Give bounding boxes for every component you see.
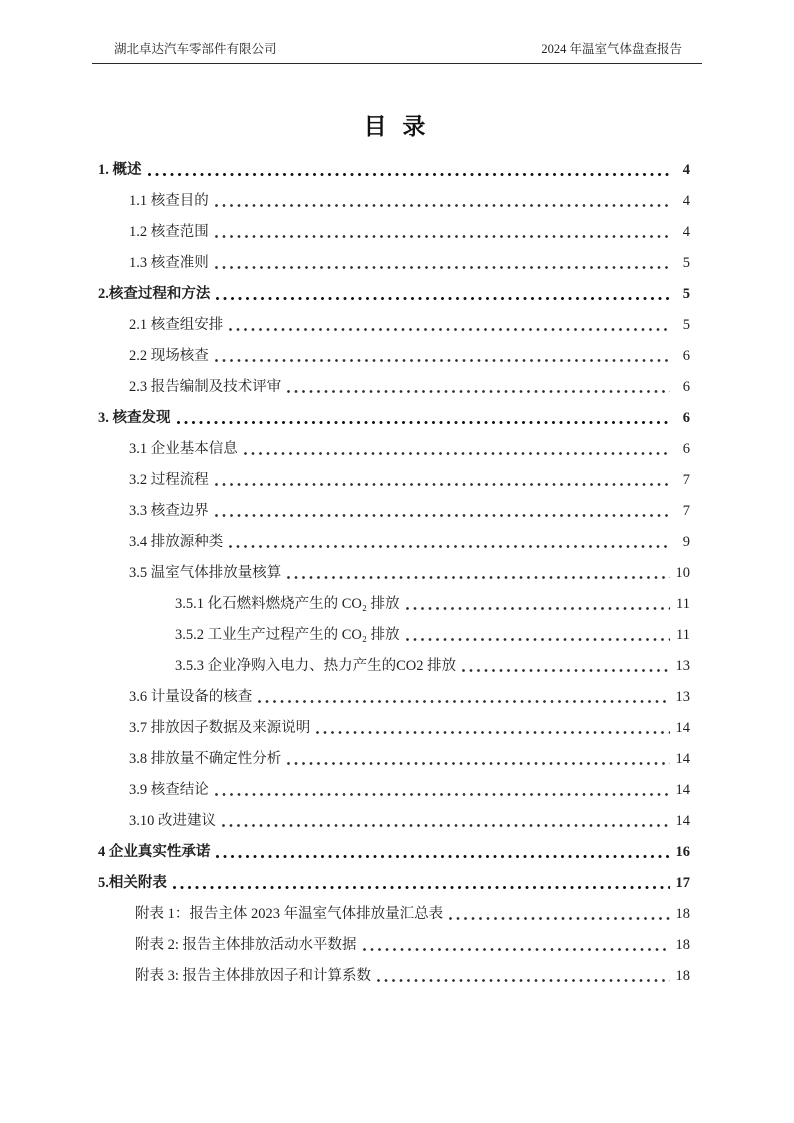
toc-entry-page: 11 (676, 627, 690, 643)
dot-leader (210, 837, 673, 868)
toc-entry[interactable] (98, 217, 690, 248)
toc-entry-page: 7 (682, 503, 690, 519)
toc-entry[interactable] (98, 434, 690, 465)
toc-entry[interactable] (98, 837, 690, 868)
toc-entry[interactable] (98, 713, 690, 744)
toc-entry-label: 3.5.2 工业生产过程产生的 CO₂ 排放 (175, 627, 400, 643)
toc-entry-label: 3.6 计量设备的核查 (129, 689, 253, 705)
toc-entry-page: 14 (675, 782, 690, 798)
toc-entry-label: 3.4 排放源种类 (129, 534, 224, 550)
toc-entry-label: 3.1 企业基本信息 (129, 441, 238, 457)
toc-entry-label: 3.5.3 企业净购入电力、热力产生的CO2 排放 (175, 658, 457, 674)
toc-entry[interactable] (98, 248, 690, 279)
dot-leader (281, 558, 673, 589)
toc-entry-label: 3. 核查发现 (98, 410, 171, 426)
toc-entry-page: 13 (675, 658, 690, 674)
dot-leader (223, 310, 673, 341)
dot-leader (209, 341, 673, 372)
toc-entry-page: 14 (675, 720, 690, 736)
toc-entry-label: 1.2 核查范围 (129, 224, 209, 240)
toc-entry-label: 1. 概述 (98, 162, 142, 178)
toc-entry-page: 14 (675, 813, 690, 829)
dot-leader (223, 527, 673, 558)
header-company-name: 湖北卓达汽车零部件有限公司 (114, 42, 277, 56)
dot-leader (310, 713, 673, 744)
toc-entry-page: 6 (682, 348, 690, 364)
toc-entry-label: 3.3 核查边界 (129, 503, 209, 519)
toc-entry-page: 5 (682, 286, 690, 302)
toc-entry[interactable] (98, 186, 690, 217)
dot-leader (210, 279, 673, 310)
toc-entry-page: 18 (675, 937, 690, 953)
toc-entry[interactable] (98, 868, 690, 899)
dot-leader (209, 217, 673, 248)
toc-entry-label: 2.2 现场核查 (129, 348, 209, 364)
dot-leader (371, 961, 673, 992)
toc-entry-label: 附表 1：报告主体 2023 年温室气体排放量汇总表 (135, 906, 444, 922)
toc-entry-label: 附表 2: 报告主体排放活动水平数据 (135, 937, 357, 953)
toc-entry[interactable] (98, 372, 690, 403)
dot-leader (281, 372, 673, 403)
dot-leader (209, 465, 673, 496)
toc-entry[interactable] (98, 341, 690, 372)
toc-entry[interactable] (98, 744, 690, 775)
toc-entry-label: 附表 3: 报告主体排放因子和计算系数 (135, 968, 372, 984)
toc-entry-page: 5 (682, 317, 690, 333)
toc-entry-label: 2.核查过程和方法 (98, 286, 211, 302)
toc-entry-label: 3.7 排放因子数据及来源说明 (129, 720, 311, 736)
dot-leader (252, 682, 673, 713)
toc-entry[interactable] (98, 682, 690, 713)
page-title: 目 录 (363, 114, 431, 139)
toc-entry-label: 1.3 核查准则 (129, 255, 209, 271)
toc-entry[interactable] (98, 279, 690, 310)
toc-entry[interactable] (98, 930, 690, 961)
toc-entry-page: 13 (675, 689, 690, 705)
toc-entry[interactable] (98, 496, 690, 527)
dot-leader (209, 496, 673, 527)
toc-entry-page: 17 (675, 875, 690, 891)
dot-leader (209, 186, 673, 217)
dot-leader (357, 930, 673, 961)
toc-entry[interactable] (98, 806, 690, 837)
toc-entry[interactable] (98, 558, 690, 589)
toc-entry-label: 4 企业真实性承诺 (98, 844, 211, 860)
dot-leader (209, 248, 673, 279)
toc-entry-page: 4 (682, 162, 690, 178)
dot-leader (142, 155, 674, 186)
toc-entry-page: 14 (675, 751, 690, 767)
toc-entry-page: 18 (675, 906, 690, 922)
toc-entry-label: 1.1 核查目的 (129, 193, 209, 209)
toc-entry[interactable] (98, 775, 690, 806)
dot-leader (238, 434, 673, 465)
toc-entry-label: 2.1 核查组安排 (129, 317, 224, 333)
toc-entry-label: 3.5.1 化石燃料燃烧产生的 CO₂ 排放 (175, 596, 400, 612)
toc-entry-label: 3.8 排放量不确定性分析 (129, 751, 282, 767)
toc-entry[interactable] (98, 589, 690, 620)
toc-entry[interactable] (98, 651, 690, 682)
toc-entry[interactable] (98, 155, 690, 186)
toc-entry-page: 10 (675, 565, 690, 581)
toc-entry-label: 3.2 过程流程 (129, 472, 209, 488)
toc-entry[interactable] (98, 961, 690, 992)
toc-entry[interactable] (98, 527, 690, 558)
toc-entry-page: 9 (682, 534, 690, 550)
dot-leader (456, 651, 673, 682)
toc-entry-page: 16 (675, 844, 690, 860)
toc-entry-page: 4 (682, 193, 690, 209)
dot-leader (400, 620, 673, 651)
toc-entry-page: 11 (676, 596, 690, 612)
toc-entry-label: 2.3 报告编制及技术评审 (129, 379, 282, 395)
toc-entry[interactable] (98, 310, 690, 341)
toc-entry-page: 5 (682, 255, 690, 271)
toc-entry-page: 18 (675, 968, 690, 984)
dot-leader (167, 868, 673, 899)
page-header (92, 42, 702, 64)
dot-leader (209, 775, 673, 806)
dot-leader (400, 589, 673, 620)
toc-list (98, 155, 690, 992)
toc-entry-label: 3.10 改进建议 (129, 813, 216, 829)
toc-entry[interactable] (98, 403, 690, 434)
toc-entry[interactable] (98, 899, 690, 930)
dot-leader (281, 744, 673, 775)
toc-entry[interactable] (98, 620, 690, 651)
toc-entry-label: 3.9 核查结论 (129, 782, 209, 798)
dot-leader (216, 806, 673, 837)
dot-leader (171, 403, 674, 434)
toc-entry[interactable] (98, 465, 690, 496)
toc-entry-page: 6 (682, 379, 690, 395)
toc-entry-page: 4 (682, 224, 690, 240)
toc-entry-page: 6 (682, 441, 690, 457)
header-report-title: 2024 年温室气体盘查报告 (541, 42, 682, 56)
toc-entry-label: 5.相关附表 (98, 875, 167, 891)
toc-entry-label: 3.5 温室气体排放量核算 (129, 565, 282, 581)
toc-entry-page: 6 (682, 410, 690, 426)
dot-leader (443, 899, 673, 930)
toc-entry-page: 7 (682, 472, 690, 488)
